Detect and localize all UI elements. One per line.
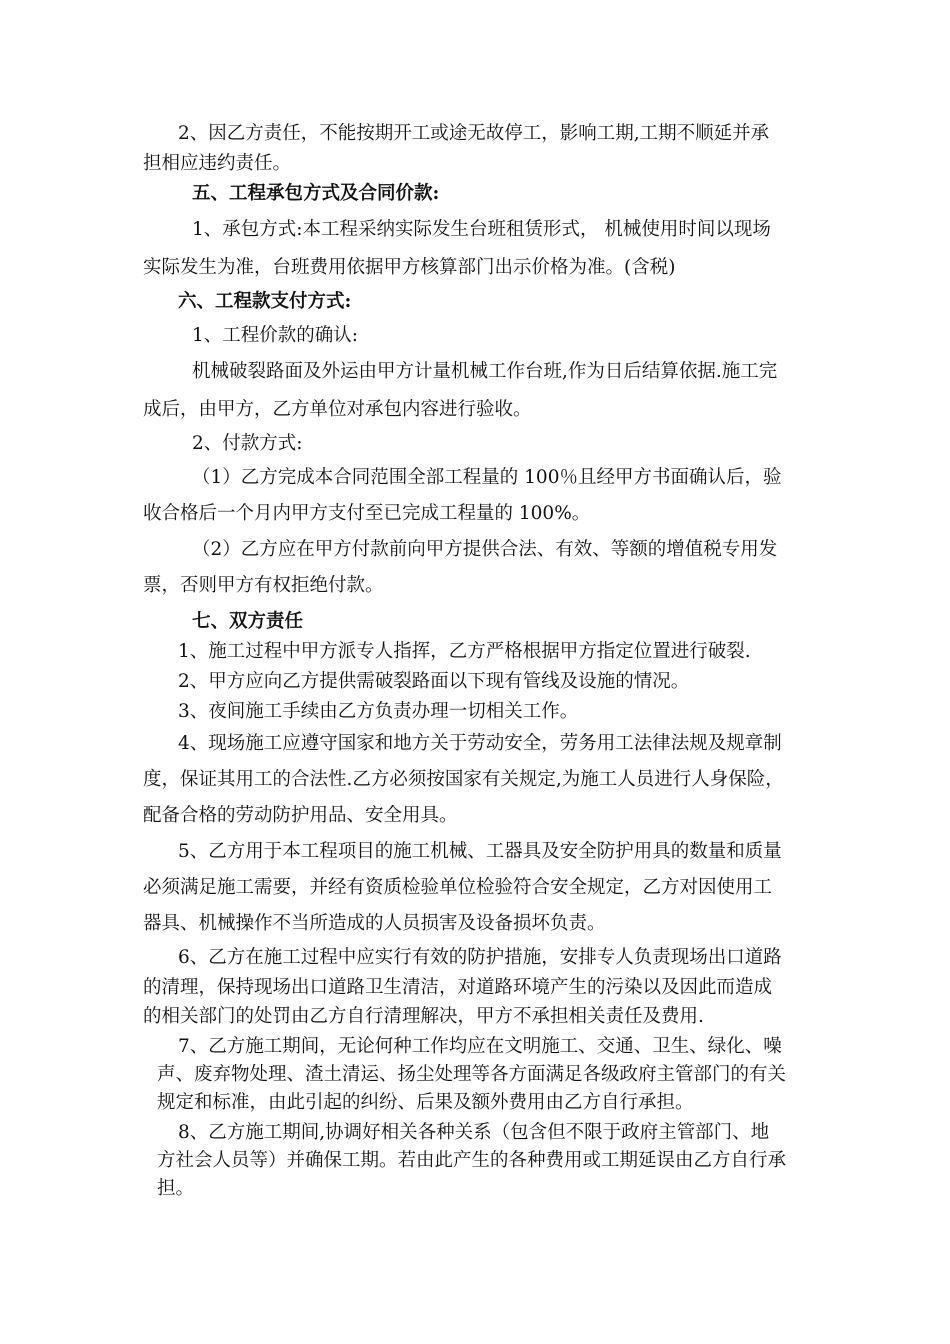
paragraph-line: 收合格后一个月内甲方支付至已完成工程量的 100%。: [143, 503, 591, 524]
paragraph-line: 的相关部门的处罚由乙方自行清理解决，甲方不承担相关责任及费用.: [143, 1006, 704, 1027]
paragraph-line: 方社会人员等）并确保工期。若由此产生的各种费用或工期延误由乙方自行承: [157, 1150, 787, 1171]
paragraph-line: 2、付款方式:: [192, 433, 303, 454]
paragraph-line: 票，否则甲方有权拒绝付款。: [143, 575, 384, 596]
paragraph-line: 7、乙方施工期间，无论何种工作均应在文明施工、交通、卫生、绿化、噪: [178, 1036, 782, 1057]
paragraph-line: 声、废弃物处理、渣土清运、扬尘处理等各方面满足各级政府主管部门的有关: [157, 1064, 787, 1085]
paragraph-line: 机械破裂路面及外运由甲方计量机械工作台班,作为日后结算依据.施工完: [192, 361, 778, 382]
paragraph-line: 1、承包方式:本工程采纳实际发生台班租赁形式， 机械使用时间以现场: [192, 219, 771, 240]
paragraph-line: （2）乙方应在甲方付款前向甲方提供合法、有效、等额的增值税专用发: [192, 539, 778, 560]
paragraph-line: 配备合格的劳动防护用品、安全用具。: [143, 805, 458, 826]
paragraph-line: 实际发生为准，台班费用依据甲方核算部门出示价格为准。(含税): [143, 257, 676, 278]
paragraph-line: （1）乙方完成本合同范围全部工程量的 100％且经甲方书面确认后，验: [192, 467, 782, 488]
section-heading-5: 五、工程承包方式及合同价款:: [192, 183, 440, 204]
paragraph-line: 担相应违约责任。: [143, 153, 292, 174]
paragraph-line: 1、工程价款的确认:: [192, 325, 359, 346]
paragraph-line: 4、现场施工应遵守国家和地方关于劳动安全，劳务用工法律法规及规章制: [178, 733, 782, 754]
paragraph-line: 2、甲方应向乙方提供需破裂路面以下现有管线及设施的情况。: [178, 671, 690, 692]
paragraph-line: 6、乙方在施工过程中应实行有效的防护措施，安排专人负责现场出口道路: [178, 947, 782, 968]
paragraph-line: 成后，由甲方，乙方单位对承包内容进行验收。: [143, 399, 532, 420]
paragraph-line: 器具、机械操作不当所造成的人员损害及设备损坏负责。: [143, 913, 606, 934]
section-heading-6: 六、工程款支付方式:: [178, 291, 352, 312]
paragraph-line: 3、夜间施工手续由乙方负责办理一切相关工作。: [178, 701, 579, 722]
section-heading-7: 七、双方责任: [192, 611, 304, 632]
paragraph-line: 必须满足施工需要，并经有资质检验单位检验符合安全规定，乙方对因使用工: [143, 877, 773, 898]
paragraph-line: 2、因乙方责任，不能按期开工或途无故停工，影响工期,工期不顺延并承: [178, 123, 770, 144]
paragraph-line: 1、施工过程中甲方派专人指挥，乙方严格根据甲方指定位置进行破裂.: [178, 641, 751, 662]
paragraph-line: 度，保证其用工的合法性.乙方必须按国家有关规定,为施工人员进行人身保险，: [143, 769, 784, 790]
paragraph-line: 8、乙方施工期间,协调好相关各种关系（包含但不限于政府主管部门、地: [178, 1122, 770, 1143]
paragraph-line: 担。: [157, 1178, 195, 1199]
paragraph-line: 规定和标准，由此引起的纠纷、后果及额外费用由乙方自行承担。: [157, 1092, 694, 1113]
paragraph-line: 的清理，保持现场出口道路卫生清洁，对道路环境产生的污染以及因此而造成: [143, 977, 773, 998]
paragraph-line: 5、乙方用于本工程项目的施工机械、工器具及安全防护用具的数量和质量: [178, 841, 782, 862]
